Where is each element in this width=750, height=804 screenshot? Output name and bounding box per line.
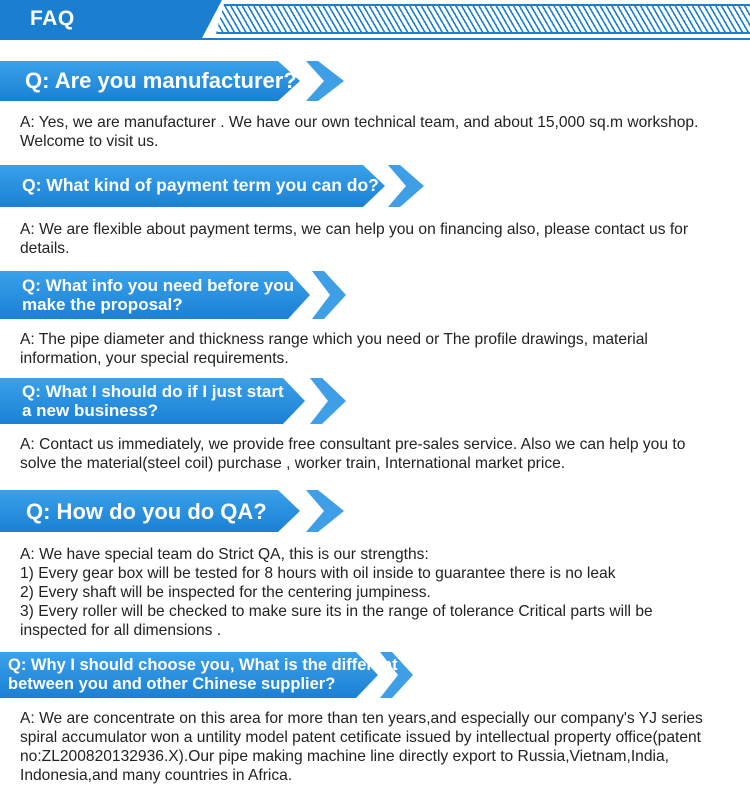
question-3-line-2: make the proposal? <box>22 295 183 314</box>
answer-4 <box>20 435 730 473</box>
answer-5-line-1: A: We have special team do Strict QA, this is our strengths: <box>20 546 429 563</box>
answer-3-line-2: information, your special requirements. <box>20 350 289 367</box>
answer-4-line-1: A: Contact us immediately, we provide free consultant pre-sales service. Also we can help you to <box>20 436 686 453</box>
answer-6-line-4: Indonesia,and many countries in Africa. <box>20 767 293 784</box>
answer-1-line-1: A: Yes, we are manufacturer . We have our own technical team, and about 15,000 sq.m workshop. <box>20 114 699 131</box>
question-5: Q: How do you do QA? <box>26 499 267 524</box>
chevron-right-icon <box>306 61 344 101</box>
answer-5-line-4: 3) Every roller will be checked to make sure its in the range of tolerance Critical parts will be <box>20 603 653 620</box>
question-banner-5 <box>0 490 345 532</box>
question-2: Q: What kind of payment term you can do? <box>22 175 379 195</box>
chevron-right-icon <box>306 490 344 532</box>
faq-header <box>0 0 750 38</box>
answer-6-line-1: A: We are concentrate on this area for more than ten years,and especially our company's YJ series <box>20 710 703 727</box>
answer-6 <box>20 709 730 785</box>
answer-2 <box>20 220 730 258</box>
question-6-line-2: between you and other Chinese supplier? <box>8 675 336 693</box>
question-6-line-1: Q: Why I should choose you, What is the different <box>8 656 398 674</box>
question-banner-1 <box>0 61 345 101</box>
faq-header-stripes <box>216 4 750 34</box>
faq-title: FAQ <box>30 7 75 30</box>
answer-3-line-1: A: The pipe diameter and thickness range which you need or The profile drawings, material <box>20 331 648 348</box>
chevron-right-icon <box>388 165 424 207</box>
answer-5-line-2: 1) Every gear box will be tested for 8 hours with oil inside to guarantee there is no leak <box>20 565 616 582</box>
answer-2-line-2: details. <box>20 240 70 257</box>
chevron-right-icon <box>310 378 346 424</box>
question-banner-2 <box>0 165 425 207</box>
question-banner-3 <box>0 271 347 319</box>
answer-1 <box>20 113 730 151</box>
question-4-line-2: a new business? <box>22 401 159 420</box>
answer-5-line-3: 2) Every shaft will be inspected for the centering jumpiness. <box>20 584 431 601</box>
question-3-line-1: Q: What info you need before you <box>22 276 294 295</box>
question-banner-6 <box>0 652 414 698</box>
question-4-line-1: Q: What I should do if I just start <box>22 382 284 401</box>
answer-5-line-5: inspected for all dimensions . <box>20 622 222 639</box>
answer-3 <box>20 330 730 368</box>
chevron-right-icon <box>312 271 346 319</box>
answer-4-line-2: solve the material(steel coil) purchase , worker train, International market price. <box>20 455 566 472</box>
answer-5 <box>20 545 730 640</box>
faq-header-rule <box>0 38 750 40</box>
question-1: Q: Are you manufacturer? <box>25 68 297 93</box>
answer-6-line-2: spiral accumulator won a untility model patent cetificate issued by intellectual property office(patent <box>20 729 702 746</box>
answer-6-line-3: no:ZL200820132936.X).Our pipe making machine line directly export to Russia,Vietnam,India, <box>20 748 669 765</box>
answer-2-line-1: A: We are flexible about payment terms, we can help you on financing also, please contact us for <box>20 221 689 238</box>
answer-1-line-2: Welcome to visit us. <box>20 133 159 150</box>
question-banner-4 <box>0 378 347 424</box>
